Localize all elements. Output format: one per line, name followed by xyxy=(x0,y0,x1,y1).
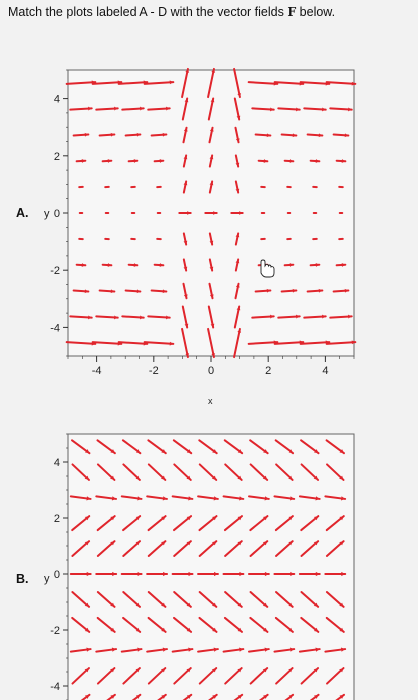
plot-a-x-tick-label: 0 xyxy=(207,365,215,377)
plot-a-y-tick-label: 0 xyxy=(53,208,60,220)
plot-b-y-tick-label: 2 xyxy=(53,513,60,525)
plot-b-y-tick-label: 4 xyxy=(53,457,60,469)
plot-a-letter: A. xyxy=(16,206,29,220)
plot-b-y-tick-label: -2 xyxy=(50,625,60,637)
plot-a-x-tick-label: -2 xyxy=(148,365,159,377)
plot-a-y-tick-label: -2 xyxy=(50,265,60,278)
plot-b-letter: B. xyxy=(16,572,29,586)
plot-a-y-tick-label: 2 xyxy=(53,150,60,163)
plot-a-x-axis-label: x xyxy=(208,396,213,406)
plot-b-y-tick-label: -4 xyxy=(50,681,60,693)
plot-a-x-tick-label: 2 xyxy=(265,365,272,377)
question-prefix: Match the plots labeled A - D with the vector fields xyxy=(8,5,288,19)
plot-a-x-tick-label: -4 xyxy=(91,365,102,377)
vector-field-symbol: F xyxy=(287,4,297,19)
plot-a-y-axis-label: y xyxy=(44,208,50,220)
plot-b-y-tick-label: 0 xyxy=(53,569,60,581)
plot-a-y-tick-label: 4 xyxy=(53,93,60,106)
plot-a-y-tick-label: -4 xyxy=(50,322,60,335)
question-suffix: below. xyxy=(296,5,336,19)
plot-b-y-axis-label: y xyxy=(44,573,50,585)
plot-b-axes xyxy=(50,434,68,700)
plot-a-x-tick-label: 4 xyxy=(322,365,329,377)
